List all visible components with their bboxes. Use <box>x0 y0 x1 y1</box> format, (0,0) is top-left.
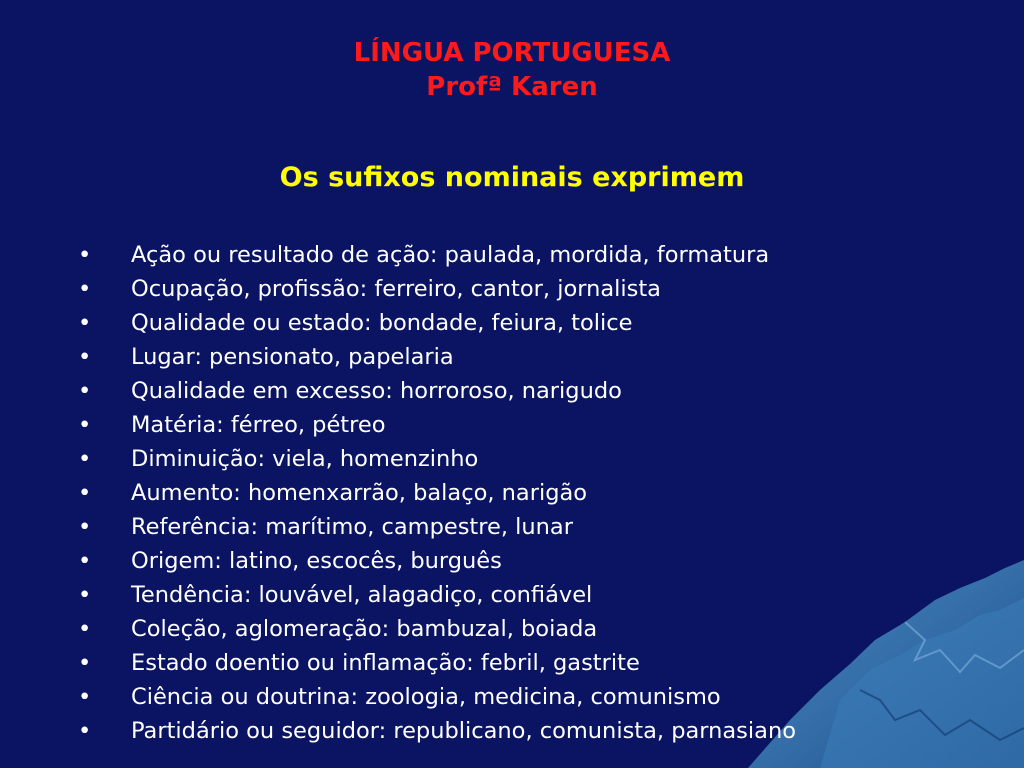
list-item-text: Ação ou resultado de ação: paulada, mordida, formatura <box>131 242 770 268</box>
list-item <box>78 272 796 306</box>
list-item <box>78 510 796 544</box>
bullet-icon: • <box>78 650 92 676</box>
list-item-text: Lugar: pensionato, papelaria <box>131 344 454 370</box>
bullet-icon: • <box>78 480 92 506</box>
bullet-icon: • <box>78 616 92 642</box>
list-item-text: Estado doentio ou inflamação: febril, gastrite <box>131 650 640 676</box>
bullet-icon: • <box>78 242 92 268</box>
list-item <box>78 238 796 272</box>
list-item-text: Partidário ou seguidor: republicano, comunista, parnasiano <box>131 718 796 744</box>
list-item-text: Matéria: férreo, pétreo <box>131 412 386 438</box>
list-item <box>78 306 796 340</box>
list-item-text: Ocupação, profissão: ferreiro, cantor, jornalista <box>131 276 661 302</box>
list-item-text: Diminuição: viela, homenzinho <box>131 446 479 472</box>
list-item-text: Coleção, aglomeração: bambuzal, boiada <box>131 616 598 642</box>
list-item <box>78 476 796 510</box>
bullet-icon: • <box>78 548 92 574</box>
list-item-text: Referência: marítimo, campestre, lunar <box>131 514 573 540</box>
bullet-icon: • <box>78 582 92 608</box>
list-item <box>78 442 796 476</box>
list-item-text: Qualidade em excesso: horroroso, narigudo <box>131 378 622 404</box>
bullet-icon: • <box>78 514 92 540</box>
bullet-icon: • <box>78 412 92 438</box>
bullet-icon: • <box>78 684 92 710</box>
bullet-icon: • <box>78 310 92 336</box>
bullet-icon: • <box>78 718 92 744</box>
suffix-list <box>78 238 796 748</box>
list-item-text: Qualidade ou estado: bondade, feiura, tolice <box>131 310 633 336</box>
list-item <box>78 714 796 748</box>
list-item <box>78 612 796 646</box>
list-item-text: Ciência ou doutrina: zoologia, medicina, comunismo <box>131 684 721 710</box>
list-item <box>78 544 796 578</box>
bullet-icon: • <box>78 344 92 370</box>
header <box>0 36 1024 104</box>
bullet-icon: • <box>78 276 92 302</box>
bullet-icon: • <box>78 446 92 472</box>
list-item-text: Tendência: louvável, alagadiço, confiável <box>131 582 593 608</box>
list-item <box>78 374 796 408</box>
list-item <box>78 646 796 680</box>
list-item-text: Origem: latino, escocês, burguês <box>131 548 502 574</box>
list-item <box>78 578 796 612</box>
list-item-text: Aumento: homenxarrão, balaço, narigão <box>131 480 588 506</box>
slide-subtitle: Os sufixos nominais exprimem <box>279 162 745 193</box>
teacher-name: Profª Karen <box>426 72 598 102</box>
list-item <box>78 680 796 714</box>
list-item <box>78 408 796 442</box>
list-item <box>78 340 796 374</box>
course-title: LÍNGUA PORTUGUESA <box>353 38 671 68</box>
bullet-icon: • <box>78 378 92 404</box>
